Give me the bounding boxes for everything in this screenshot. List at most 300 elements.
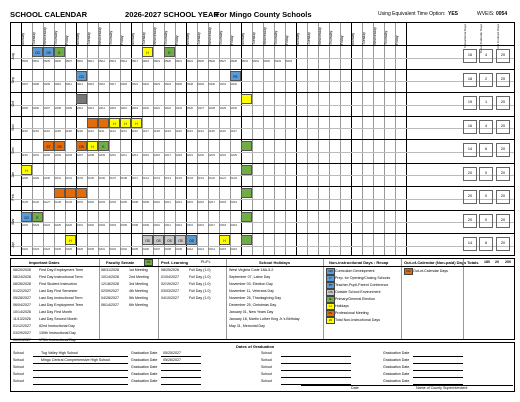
superintendent-name-label: Name of County Superintendent	[416, 386, 468, 390]
date-label: 01/07	[109, 177, 116, 181]
fill-line	[161, 370, 201, 371]
day-code-cell	[241, 212, 252, 222]
wveis-label: WVEIS:	[477, 11, 495, 17]
date-label: 09/15	[87, 83, 94, 87]
date-label: 12/15	[142, 153, 149, 157]
date-label: 09/21	[131, 83, 138, 87]
date-label: 08/21	[175, 59, 182, 63]
prof-learning-code: PL/FL	[201, 260, 211, 264]
graduation-school-label: School	[13, 379, 24, 383]
date-label: 12/22	[197, 153, 204, 157]
date-label: 10/30	[230, 106, 237, 110]
legend-swatch: TP	[326, 282, 335, 289]
date-label: 09/08	[32, 83, 39, 87]
graduation-school-name: Mingo Central Comprehensive High School	[41, 358, 110, 362]
date-label: 04/07	[153, 247, 160, 251]
totals-column-header: Instructional Days	[463, 24, 467, 48]
date-label: 02/24	[43, 224, 50, 228]
date-label: 01/25	[21, 200, 28, 204]
fill-line	[391, 385, 513, 386]
month-label: Aug	[11, 53, 15, 60]
important-date-event: Last Day First Semester	[39, 289, 78, 293]
date-label: 02/12	[175, 200, 182, 204]
date-label: 09/14	[76, 83, 83, 87]
important-date: 03/29/2027	[13, 331, 31, 335]
fill-line	[281, 356, 351, 357]
date-label: 12/10	[109, 153, 116, 157]
date-label: 10/16	[120, 106, 127, 110]
date-label: 12/29	[32, 177, 39, 181]
faculty-senate-meeting: 6th Meeting	[129, 303, 148, 307]
prof-learning-type: Full Day (1.0)	[189, 289, 211, 293]
date-label: 11/24	[197, 130, 204, 134]
day-code-cell	[98, 118, 109, 128]
day-header: Tuesday	[142, 32, 146, 45]
month-total: 20	[500, 100, 506, 104]
date-label: 04/06	[142, 247, 149, 251]
month-total: 20	[500, 217, 506, 222]
row-divider	[11, 163, 514, 164]
day-code-cell: H	[219, 235, 230, 245]
month-total: 20	[467, 194, 473, 198]
day-code-cell: OS	[142, 235, 153, 245]
date-label: 10/26	[186, 106, 193, 110]
day-code-cell: E	[32, 212, 43, 222]
date-label: 12/23	[208, 153, 215, 157]
row-divider	[11, 92, 514, 93]
fill-line	[33, 377, 128, 378]
date-label: 02/05	[120, 200, 127, 204]
day-code-cell: H	[21, 165, 32, 175]
day-code-cell: E	[164, 47, 175, 57]
month-total: 6	[484, 241, 488, 245]
fill-line	[161, 356, 201, 357]
date-label: 10/29	[219, 106, 226, 110]
date-label: 01/21	[219, 177, 226, 181]
day-header: Wednesday	[263, 27, 267, 45]
day-header: Tuesday	[252, 32, 256, 45]
faculty-senate-date: 04/28/2027	[101, 296, 119, 300]
date-label: 11/03	[32, 130, 39, 134]
date-label: 03/04	[109, 224, 116, 228]
faculty-senate-meeting: 4th Meeting	[129, 289, 148, 293]
day-header: Tuesday	[197, 32, 201, 45]
day-code-cell: OS	[76, 141, 87, 151]
graduation-date-label: Graduation Date	[131, 358, 158, 362]
month-total: 4	[484, 123, 488, 128]
date-label: 01/29	[65, 200, 72, 204]
month-label: Mar	[11, 218, 15, 225]
date-label: 03/19	[230, 224, 237, 228]
legend-label: Teacher-Pupil-Parent Conference	[335, 282, 389, 287]
date-label: 08/17	[131, 59, 138, 63]
important-date-event: 130th Instructional Day	[39, 331, 76, 335]
prof-learning-date: 03/03/2027	[161, 289, 179, 293]
date-label: 09/30	[208, 83, 215, 87]
date-label: 09/10	[54, 83, 61, 87]
important-date-event: First Day Instructional Term	[39, 275, 83, 279]
day-code-cell	[241, 165, 252, 175]
date-label: 04/15	[219, 247, 226, 251]
date-label: 02/18	[219, 200, 226, 204]
date-label: 10/06	[32, 106, 39, 110]
date-label: 01/28	[54, 200, 61, 204]
date-label: 04/14	[208, 247, 215, 251]
date-label: 12/31	[54, 177, 61, 181]
date-label: 12/03	[54, 153, 61, 157]
section-divider	[158, 259, 159, 339]
graduation-school-label: School	[13, 358, 24, 362]
out-of-calendar-heading: Out-of-Calendar (Non-paid) Days	[404, 260, 467, 265]
month-total: 20	[500, 241, 506, 245]
row-subdivider	[11, 105, 514, 106]
date-label: 03/22	[21, 247, 28, 251]
total-instructional: 180	[484, 260, 490, 264]
date-label: 02/11	[164, 200, 171, 204]
day-header: Thursday	[384, 30, 388, 45]
day-code-cell: OS	[54, 141, 65, 151]
day-header: Monday	[131, 32, 135, 45]
legend-label: Prep. for Opening/Closing Schools	[335, 275, 391, 280]
date-label: 02/26	[65, 224, 72, 228]
day-header: Thursday	[54, 30, 58, 45]
date-label: 02/02	[87, 200, 94, 204]
date-label: 02/03	[98, 200, 105, 204]
important-date: 10/14/2026	[13, 310, 31, 314]
row-divider	[11, 210, 514, 211]
important-date: 08/24/2026	[13, 275, 31, 279]
faculty-senate-heading: Faculty Senate	[106, 260, 135, 265]
info-section	[10, 258, 515, 340]
month-label: Oct	[11, 100, 15, 107]
date-label: 11/30	[21, 153, 28, 157]
day-header: Friday	[65, 35, 69, 45]
date-label: 12/02	[43, 153, 50, 157]
holiday-item: December 25, Christmas Day	[229, 303, 277, 307]
date-label: 09/25	[175, 83, 182, 87]
date-label: 02/16	[197, 200, 204, 204]
date-label: 08/10	[76, 59, 83, 63]
date-label: 11/10	[87, 130, 94, 134]
graduation-school-label: School	[13, 372, 24, 376]
day-header: Tuesday	[307, 32, 311, 45]
total-contract: 200	[505, 260, 511, 264]
graduation-school-label-2: School	[261, 365, 272, 369]
date-label: 08/18	[142, 59, 149, 63]
date-label: 08/24	[186, 59, 193, 63]
date-label: 03/25	[54, 247, 61, 251]
graduation-school-label: School	[13, 365, 24, 369]
date-label: 03/18	[219, 224, 226, 228]
date-label: 10/01	[219, 83, 226, 87]
equiv-label: Using Equivalent Time Option:	[378, 11, 446, 17]
date-label: 03/09	[142, 224, 149, 228]
fill-line	[281, 363, 351, 364]
prof-learning-date: 08/25/2026	[161, 268, 179, 272]
date-label: 10/09	[65, 106, 72, 110]
date-label: 10/20	[142, 106, 149, 110]
date-label: 03/11	[164, 224, 171, 228]
legend-swatch: P	[326, 275, 335, 282]
graduation-date-label-2: Graduation Date	[383, 379, 410, 383]
date-label: 09/24	[164, 83, 171, 87]
legend-swatch: CD	[326, 268, 335, 275]
day-code-cell	[241, 188, 252, 198]
date-label: 01/15	[175, 177, 182, 181]
day-code-cell: H	[131, 118, 142, 128]
day-header: Friday	[120, 35, 124, 45]
date-label: 11/23	[186, 130, 193, 134]
out-of-calendar-label: Out-of-Calendar Days	[413, 268, 448, 273]
date-label: 03/01	[76, 224, 83, 228]
day-header: Friday	[395, 35, 399, 45]
date-label: 04/16	[230, 247, 237, 251]
important-date: 06/01/2027	[13, 338, 31, 342]
important-date-event: Last Day Instructional Term	[39, 296, 83, 300]
day-code-cell	[241, 235, 252, 245]
important-date: 11/13/2026	[13, 317, 31, 321]
date-label: 03/26	[65, 247, 72, 251]
date-label: 01/14	[164, 177, 171, 181]
date-label: 01/27	[43, 200, 50, 204]
date-label: 02/19	[230, 200, 237, 204]
out-of-calendar-swatch: OC	[404, 268, 413, 275]
date-label: 02/17	[208, 200, 215, 204]
day-code-cell: ST	[43, 141, 54, 151]
date-label: 10/08	[54, 106, 61, 110]
date-label: 03/29	[76, 247, 83, 251]
date-label: 12/25	[230, 153, 237, 157]
month-label: Feb	[11, 194, 15, 201]
faculty-senate-date: 02/09/2027	[101, 289, 119, 293]
date-label: 02/10	[153, 200, 160, 204]
day-code-cell: OS	[175, 235, 186, 245]
date-label: 01/18	[186, 177, 193, 181]
day-header: Wednesday	[208, 27, 212, 45]
day-code-cell: PE	[230, 71, 241, 81]
row-subdivider	[11, 58, 514, 59]
day-header: Monday	[351, 32, 355, 45]
important-date-event: 82nd Instructional Day	[39, 324, 75, 328]
faculty-senate-meeting: 1st Meeting	[129, 268, 148, 272]
month-total: 20	[500, 147, 506, 151]
row-subdivider	[11, 175, 514, 176]
day-header: Thursday	[219, 30, 223, 45]
date-label: 12/16	[153, 153, 160, 157]
month-label: Nov	[11, 124, 15, 131]
fill-line	[33, 356, 128, 357]
day-header: Thursday	[109, 30, 113, 45]
holiday-item: November 03, Election Day	[229, 282, 273, 286]
row-subdivider	[11, 128, 514, 129]
totals-column-header: Total Contract Days	[496, 24, 500, 51]
graduation-title: Dates of Graduation	[236, 344, 275, 349]
date-label: 03/02	[87, 224, 94, 228]
important-date: 05/28/2027	[13, 296, 31, 300]
date-label: 12/09	[98, 153, 105, 157]
date-label: 01/06	[98, 177, 105, 181]
date-label: 11/26	[219, 130, 226, 134]
date-label: 11/05	[54, 130, 61, 134]
important-date-event: Last Day First Month	[39, 310, 73, 314]
date-label: 11/04	[43, 130, 50, 134]
month-total: 0	[484, 217, 488, 222]
date-label: 08/31	[241, 59, 248, 63]
date-label: 09/09	[43, 83, 50, 87]
date-label: 11/25	[208, 130, 215, 134]
prof-learning-date: 04/10/2027	[161, 296, 179, 300]
month-total: 20	[500, 76, 506, 81]
graduation-date-label: Graduation Date	[131, 351, 158, 355]
prof-learning-date: 02/19/2027	[161, 282, 179, 286]
calendar-header	[10, 4, 515, 22]
graduation-school-label-2: School	[261, 379, 272, 383]
fill-line	[281, 370, 351, 371]
date-label: 04/02	[120, 247, 127, 251]
day-code-cell	[54, 188, 65, 198]
fill-line	[413, 377, 463, 378]
day-code-cell: OS	[186, 235, 197, 245]
legend-swatch: OS	[326, 289, 335, 296]
date-label: 02/23	[32, 224, 39, 228]
date-label: 08/28	[230, 59, 237, 63]
non-instructional-heading: Non-instructional Days : Recap	[329, 260, 389, 265]
graduation-school-name: Tug Valley High School	[41, 351, 78, 355]
faculty-senate-date: 06/14/2027	[101, 303, 119, 307]
date-label: 08/25	[197, 59, 204, 63]
month-total: 20	[500, 194, 506, 198]
month-label: Sep	[11, 77, 15, 84]
month-total: 0	[484, 194, 488, 198]
day-code-cell: OS	[43, 47, 54, 57]
holiday-item: May 31, Memorial Day	[229, 324, 265, 328]
date-label: 11/02	[21, 130, 28, 134]
date-label: 01/26	[32, 200, 39, 204]
heading-underline	[11, 266, 514, 267]
date-label: 11/20	[175, 130, 182, 134]
section-divider	[226, 259, 227, 339]
fill-line	[413, 370, 463, 371]
section-divider	[99, 259, 100, 339]
faculty-senate-meeting: 2nd Meeting	[129, 275, 149, 279]
day-header: Monday	[296, 32, 300, 45]
month-total: 20	[500, 53, 506, 57]
fill-line	[413, 356, 463, 357]
date-label: 08/26	[208, 59, 215, 63]
day-header: Friday	[340, 35, 344, 45]
day-code-cell: H	[120, 118, 131, 128]
legend-swatch: PL	[326, 310, 335, 317]
date-label: 01/05	[87, 177, 94, 181]
day-code-cell: E	[54, 47, 65, 57]
date-label: 09/29	[197, 83, 204, 87]
day-code-cell	[241, 141, 252, 151]
prof-learning-type: Full Day (1.0)	[189, 296, 211, 300]
row-divider	[11, 116, 514, 117]
date-label: 10/02	[230, 83, 237, 87]
date-label: 10/19	[131, 106, 138, 110]
row-subdivider	[11, 222, 514, 223]
day-code-cell: CD	[76, 71, 87, 81]
day-header: Friday	[285, 35, 289, 45]
date-label: 02/04	[109, 200, 116, 204]
date-label: 01/12	[142, 177, 149, 181]
date-label: 03/24	[43, 247, 50, 251]
month-total: 20	[500, 170, 506, 175]
date-label: 12/04	[65, 153, 72, 157]
important-date: 08/20/2026	[13, 268, 31, 272]
prof-learning-type: Full Day (1.0)	[189, 268, 211, 272]
month-total: 20	[500, 123, 506, 128]
month-total: 19	[467, 100, 473, 104]
month-label: Dec	[11, 147, 15, 154]
faculty-senate-date: 08/31/2026	[101, 268, 119, 272]
faculty-senate-date: 12/18/2026	[101, 282, 119, 286]
graduation-school-label-2: School	[261, 372, 272, 376]
important-dates-heading: Important Dates	[29, 260, 60, 265]
date-label: 09/28	[186, 83, 193, 87]
calendar-title: SCHOOL CALENDAR	[10, 10, 88, 19]
date-label: 04/09	[175, 247, 182, 251]
graduation-date: 05/26/2027	[163, 358, 181, 362]
date-label: 03/31	[98, 247, 105, 251]
important-date-event: First Day Employment Term	[39, 268, 84, 272]
date-label: 01/01	[65, 177, 72, 181]
month-total: 2	[484, 76, 488, 81]
date-label: 08/05	[43, 59, 50, 63]
date-label: 11/16	[131, 130, 138, 134]
date-label: 01/19	[197, 177, 204, 181]
row-divider	[11, 139, 514, 140]
day-header: Monday	[76, 32, 80, 45]
date-label: 02/01	[76, 200, 83, 204]
totals-column-header: Out-of-Calendar Days	[479, 24, 483, 54]
prof-learning-type: Full Day (1.0)	[189, 275, 211, 279]
date-label: 09/02	[263, 59, 270, 63]
date-label: 03/10	[153, 224, 160, 228]
row-divider	[11, 45, 514, 46]
date-label: 08/14	[120, 59, 127, 63]
holiday-item: November 11, Veterans Day	[229, 289, 274, 293]
date-label: 03/05	[120, 224, 127, 228]
day-code-cell	[76, 188, 87, 198]
faculty-senate-meeting: 3rd Meeting	[129, 282, 148, 286]
prof-learning-heading: Prof. Learning	[161, 260, 189, 265]
graduation-date-label: Graduation Date	[131, 365, 158, 369]
date-label: 10/23	[175, 106, 182, 110]
graduation-date-label: Graduation Date	[131, 379, 158, 383]
fill-line	[33, 384, 128, 385]
row-subdivider	[11, 81, 514, 82]
date-label: 11/12	[109, 130, 116, 134]
fill-line	[161, 363, 201, 364]
date-label: 09/03	[274, 59, 281, 63]
date-label: 10/15	[109, 106, 116, 110]
day-code-cell	[241, 94, 252, 104]
date-label: 12/30	[43, 177, 50, 181]
date-label: 08/12	[98, 59, 105, 63]
date-label: 09/01	[252, 59, 259, 63]
total-out-of-calendar: 20	[495, 260, 499, 264]
date-label: 12/21	[186, 153, 193, 157]
day-header: Monday	[241, 32, 245, 45]
graduation-school-label: School	[13, 351, 24, 355]
faculty-senate-date: 10/14/2026	[101, 275, 119, 279]
date-label: 08/20	[164, 59, 171, 63]
graduation-section	[10, 342, 515, 392]
wveis-value: 0054	[496, 11, 508, 17]
legend-swatch: E	[326, 296, 335, 303]
